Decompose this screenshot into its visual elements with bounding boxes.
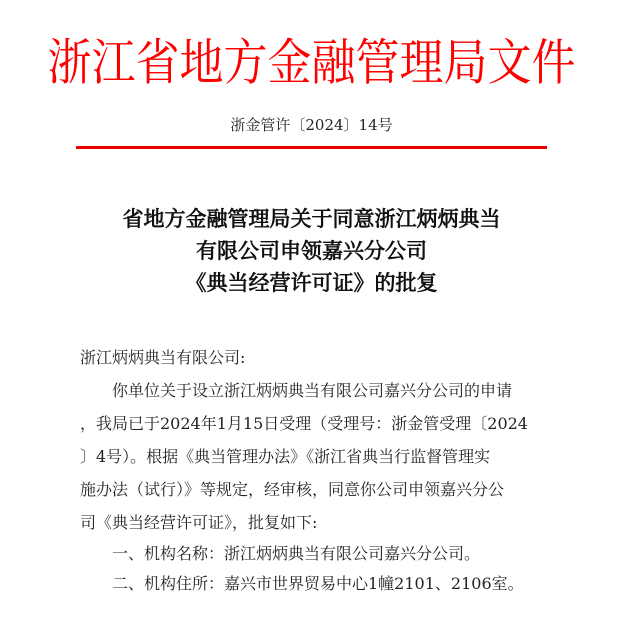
salutation: 浙江炳炳典当有限公司:: [80, 348, 246, 367]
title-line-1: 省地方金融管理局关于同意浙江炳炳典当: [122, 206, 501, 231]
list-item-institution-name: 一、机构名称：浙江炳炳典当有限公司嘉兴分公司。: [112, 544, 481, 563]
paragraph-line-1: 你单位关于设立浙江炳炳典当有限公司嘉兴分公司的申请: [112, 381, 513, 400]
paragraph-line-4: 施办法（试行）》等规定，经审核，同意你公司申领嘉兴分公: [80, 480, 505, 499]
paragraph-line-3: 〕4号）。根据《典当管理办法》《浙江省典当行监督管理实: [80, 447, 491, 466]
paragraph-line-2: ，我局已于2024年1月15日受理（受理号：浙金管受理〔2024: [80, 414, 528, 433]
document-body: [80, 341, 542, 599]
document-title: [0, 203, 623, 299]
paragraph-line-5: 司《典当经营许可证》，批复如下:: [80, 513, 318, 532]
document-number: 浙金管许〔2024〕14号: [230, 116, 393, 134]
red-divider-line: [76, 146, 547, 149]
list-item-institution-address: 二、机构住所：嘉兴市世界贸易中心1幢2101、2106室。: [112, 574, 524, 593]
title-line-3: 《典当经营许可证》的批复: [185, 270, 438, 295]
title-line-2: 有限公司申领嘉兴分公司: [196, 238, 427, 263]
issuer-header-title: 浙江省地方金融管理局文件: [47, 34, 576, 92]
